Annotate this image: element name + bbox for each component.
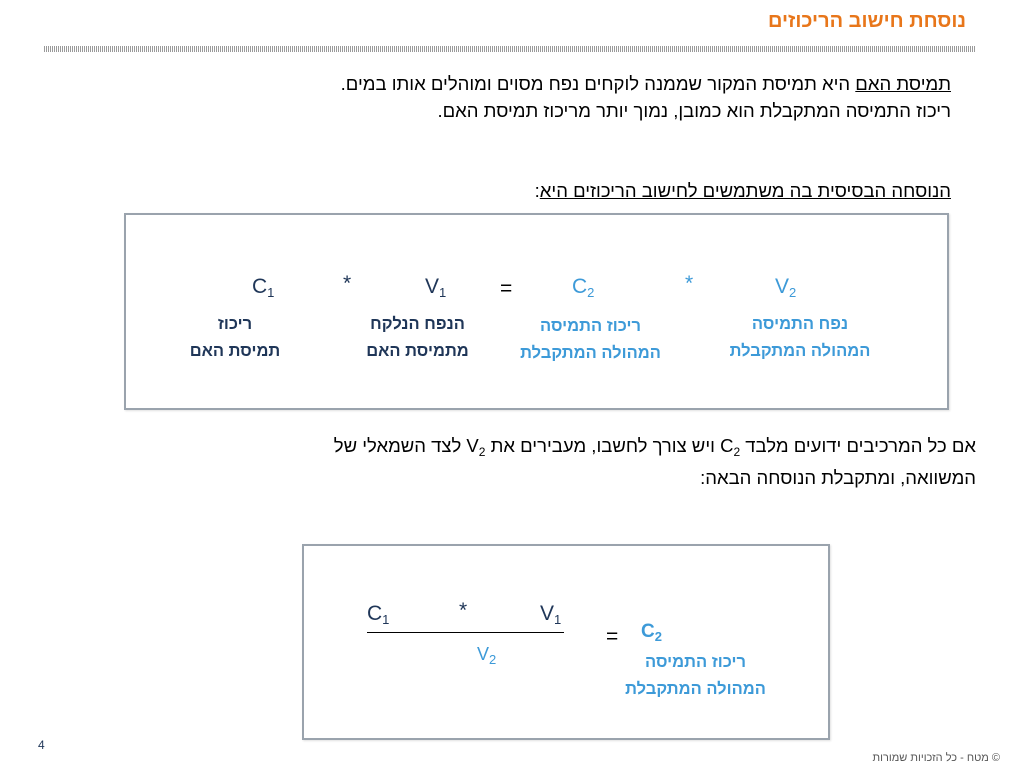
- c2-result: $C_2$: [641, 621, 662, 644]
- equals-sign-2: =: [606, 625, 619, 648]
- fraction-line: [367, 632, 564, 633]
- formula-heading: [535, 177, 951, 204]
- intro-line-1: [341, 70, 951, 97]
- v1-numerator: $V_1$: [540, 602, 562, 627]
- c2-label: ריכוז התמיסה המהולה המתקבלת: [520, 317, 661, 362]
- multiply-sign-2: *: [685, 272, 694, 295]
- intro-line-2: ריכוז התמיסה המתקבלת הוא כמובן, נמוך יותר מריכוז תמיסת האם.: [437, 100, 951, 121]
- c2-symbol: $C_2$: [572, 275, 595, 300]
- middle-line-2: המשוואה, ומתקבלת הנוסחה הבאה:: [700, 467, 976, 488]
- formula-heading-text: הנוסחה הבסיסית בה משתמשים לחישוב הריכוזים היא: [539, 180, 951, 201]
- c1-symbol: $C_1$: [252, 275, 275, 300]
- intro-line-1-text: היא תמיסת המקור שממנה לוקחים נפח מסוים ומוהלים אותו במים.: [340, 73, 856, 94]
- c1-label: ריכוז תמיסת האם: [189, 315, 281, 360]
- multiply-sign-numerator: *: [459, 599, 468, 622]
- header-divider: [44, 46, 976, 52]
- multiply-sign-1: *: [343, 272, 352, 295]
- v1-label: הנפח הנלקח מתמיסת האם: [366, 315, 469, 360]
- v1-symbol: $V_1$: [425, 275, 447, 300]
- equals-sign-1: =: [500, 277, 513, 300]
- formula-heading-colon: :: [534, 180, 540, 201]
- v2-label: נפח התמיסה המהולה המתקבלת: [729, 315, 871, 360]
- formula-box-2: [302, 544, 830, 740]
- c2-result-label: ריכוז התמיסה המהולה המתקבלת: [625, 653, 766, 698]
- v2-symbol: $V_2$: [775, 275, 797, 300]
- c2-inline: $C_2$: [720, 435, 741, 459]
- v2-inline: $V_2$: [466, 435, 486, 459]
- page-title: נוסחת חישוב הריכוזים: [768, 10, 966, 32]
- page-number: 4: [38, 738, 45, 752]
- c1-numerator: $C_1$: [367, 602, 390, 627]
- middle-line-1: אם כל המרכיבים ידועים מלבד $C_2$ ויש צורך לחשבו, מעבירים את $V_2$ לצד השמאלי של: [333, 435, 976, 459]
- copyright-notice: © מטח - כל הזכויות שמורות: [872, 752, 1000, 764]
- v2-denominator: $V_2$: [477, 644, 497, 667]
- mother-solution-term: תמיסת האם: [855, 73, 951, 94]
